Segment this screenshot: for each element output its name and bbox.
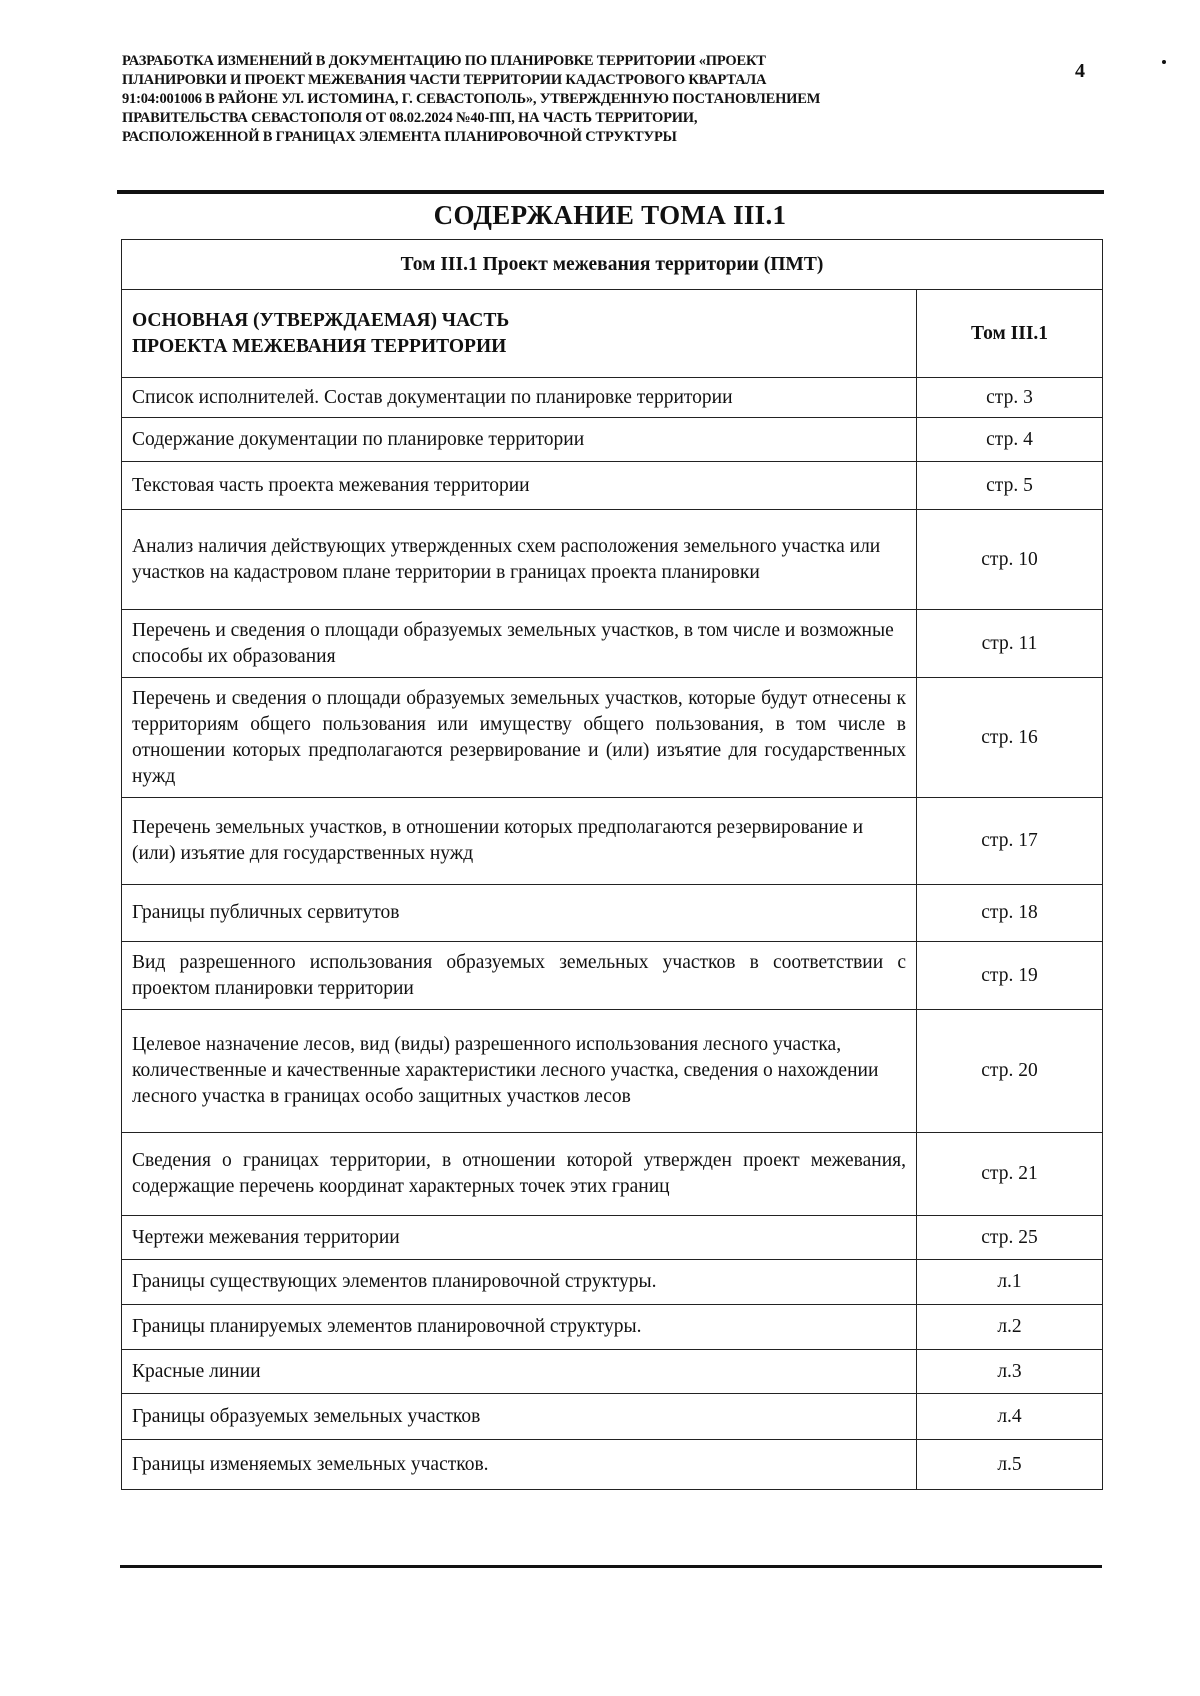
- page-column-heading: Том III.1: [917, 290, 1103, 378]
- table-row: [122, 378, 1103, 418]
- table-row: [122, 1440, 1103, 1490]
- table-row: [122, 1216, 1103, 1260]
- table-row: [122, 1350, 1103, 1394]
- row-page: стр. 4: [917, 418, 1103, 462]
- part-heading: [122, 290, 917, 378]
- table-row: [122, 678, 1103, 798]
- row-title: Границы планируемых элементов планировочной структуры.: [122, 1305, 917, 1350]
- page-title: СОДЕРЖАНИЕ ТОМА III.1: [433, 200, 787, 230]
- row-title: Анализ наличия действующих утвержденных схем расположения земельного участка или участков на кадастровом плане территории в границах проекта планировки: [122, 510, 917, 610]
- row-page: стр. 25: [917, 1216, 1103, 1260]
- part-heading-line: ПРОЕКТА МЕЖЕВАНИЯ ТЕРРИТОРИИ: [132, 335, 507, 357]
- table-row: [122, 462, 1103, 510]
- table-row: [122, 1260, 1103, 1305]
- table-row: [122, 1305, 1103, 1350]
- row-page: стр. 5: [917, 462, 1103, 510]
- row-page: л.3: [917, 1350, 1103, 1394]
- row-title: Границы образуемых земельных участков: [122, 1394, 917, 1440]
- header-line: 91:04:001006 В РАЙОНЕ УЛ. ИСТОМИНА, Г. СЕВАСТОПОЛЬ», УТВЕРЖДЕННУЮ ПОСТАНОВЛЕНИЕМ: [122, 91, 821, 107]
- part-heading-row: [122, 290, 1103, 378]
- row-page: л.1: [917, 1260, 1103, 1305]
- header-line: ПЛАНИРОВКИ И ПРОЕКТ МЕЖЕВАНИЯ ЧАСТИ ТЕРРИТОРИИ КАДАСТРОВОГО КВАРТАЛА: [122, 72, 767, 88]
- row-title: Перечень и сведения о площади образуемых земельных участков, в том числе и возможные способы их образования: [122, 610, 917, 678]
- bottom-divider: [120, 1565, 1102, 1568]
- row-page: стр. 20: [917, 1010, 1103, 1133]
- row-title: Перечень и сведения о площади образуемых земельных участков, которые будут отнесены к территориям общего пользования или имуществу общего пользования, в том числе в отношении которых предполагаются резервирование и (или) изъятие для государственных нужд: [122, 678, 917, 798]
- table-row: [122, 1133, 1103, 1216]
- row-title: Вид разрешенного использования образуемых земельных участков в соответствии с проектом планировки территории: [122, 942, 917, 1010]
- row-page: стр. 10: [917, 510, 1103, 610]
- row-title: Границы существующих элементов планировочной структуры.: [122, 1260, 917, 1305]
- row-page: стр. 17: [917, 798, 1103, 885]
- table-row: [122, 1394, 1103, 1440]
- row-title: Список исполнителей. Состав документации по планировке территории: [122, 378, 917, 418]
- row-title: Сведения о границах территории, в отношении которой утвержден проект межевания, содержащие перечень координат характерных точек этих границ: [122, 1133, 917, 1216]
- row-page: стр. 11: [917, 610, 1103, 678]
- volume-heading: Том III.1 Проект межевания территории (ПМТ): [122, 240, 1103, 290]
- table-row: [122, 798, 1103, 885]
- header-line: РАЗРАБОТКА ИЗМЕНЕНИЙ В ДОКУМЕНТАЦИЮ ПО ПЛАНИРОВКЕ ТЕРРИТОРИИ «ПРОЕКТ: [122, 53, 766, 69]
- row-title: Содержание документации по планировке территории: [122, 418, 917, 462]
- row-title: Границы публичных сервитутов: [122, 885, 917, 942]
- table-row: [122, 610, 1103, 678]
- row-title: Текстовая часть проекта межевания территории: [122, 462, 917, 510]
- row-page: л.5: [917, 1440, 1103, 1490]
- row-page: стр. 19: [917, 942, 1103, 1010]
- volume-heading-row: [122, 240, 1103, 290]
- top-divider: [117, 190, 1104, 194]
- contents-table: [121, 239, 1103, 1490]
- row-title: Чертежи межевания территории: [122, 1216, 917, 1260]
- page-number: 4: [1075, 60, 1085, 82]
- header-line: РАСПОЛОЖЕННОЙ В ГРАНИЦАХ ЭЛЕМЕНТА ПЛАНИРОВОЧНОЙ СТРУКТУРЫ: [122, 129, 677, 145]
- table-row: [122, 1010, 1103, 1133]
- row-title: Красные линии: [122, 1350, 917, 1394]
- row-title: Перечень земельных участков, в отношении которых предполагаются резервирование и (или) изъятие для государственных нужд: [122, 798, 917, 885]
- row-page: стр. 3: [917, 378, 1103, 418]
- row-page: л.2: [917, 1305, 1103, 1350]
- header-line: ПРАВИТЕЛЬСТВА СЕВАСТОПОЛЯ ОТ 08.02.2024 №40-ПП, НА ЧАСТЬ ТЕРРИТОРИИ,: [122, 110, 698, 126]
- table-row: [122, 418, 1103, 462]
- table-row: [122, 942, 1103, 1010]
- row-page: стр. 18: [917, 885, 1103, 942]
- row-page: стр. 21: [917, 1133, 1103, 1216]
- table-row: [122, 510, 1103, 610]
- table-row: [122, 885, 1103, 942]
- row-title: Целевое назначение лесов, вид (виды) разрешенного использования лесного участка, количественные и качественные характеристики лесного участка, сведения о нахождении лесного участка в границах особо защитных участков лесов: [122, 1010, 917, 1133]
- row-page: стр. 16: [917, 678, 1103, 798]
- row-title: Границы изменяемых земельных участков.: [122, 1440, 917, 1490]
- row-page: л.4: [917, 1394, 1103, 1440]
- document-header: [122, 52, 1022, 147]
- speck-mark: [1162, 60, 1166, 64]
- part-heading-line: ОСНОВНАЯ (УТВЕРЖДАЕМАЯ) ЧАСТЬ: [132, 309, 510, 331]
